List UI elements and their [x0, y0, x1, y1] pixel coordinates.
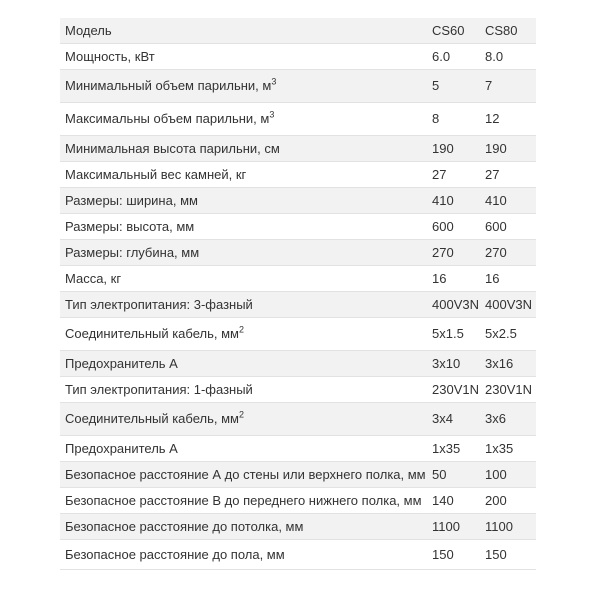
cs80-value: 5x2.5: [483, 318, 536, 351]
cs60-value: 190: [430, 136, 483, 162]
cs80-value: 100: [483, 462, 536, 488]
spec-table: [60, 18, 536, 570]
row-label: Соединительный кабель, $мм^2$: [60, 403, 430, 436]
header-cell-model: Модель: [60, 18, 430, 44]
row-label: Размеры: глубина, мм: [60, 240, 430, 266]
table-row: [60, 44, 536, 70]
table-row: [60, 162, 536, 188]
row-label: Предохранитель А: [60, 351, 430, 377]
cs60-value: 3x10: [430, 351, 483, 377]
cs60-value: 400V3N: [430, 292, 483, 318]
table-row: [60, 436, 536, 462]
row-label: Тип электропитания: 3-фазный: [60, 292, 430, 318]
cs60-value: 3x4: [430, 403, 483, 436]
row-label: Безопасное расстояние А до стены или верхнего полка, мм: [60, 462, 430, 488]
row-label: Безопасное расстояние до пола, мм: [60, 540, 430, 570]
cs80-value: 1100: [483, 514, 536, 540]
cs60-value: 1x35: [430, 436, 483, 462]
cs60-value: 5x1.5: [430, 318, 483, 351]
table-row: [60, 292, 536, 318]
cs60-value: 6.0: [430, 44, 483, 70]
cs80-value: 230V1N: [483, 377, 536, 403]
table-row: [60, 103, 536, 136]
cs80-value: 16: [483, 266, 536, 292]
row-label: Безопасное расстояние В до переднего нижнего полка, мм: [60, 488, 430, 514]
table-row: [60, 318, 536, 351]
table-row: [60, 70, 536, 103]
cs60-value: 270: [430, 240, 483, 266]
row-label: Масса, кг: [60, 266, 430, 292]
table-row: [60, 540, 536, 570]
row-label: Соединительный кабель, $мм^2$: [60, 318, 430, 351]
row-label: Размеры: ширина, мм: [60, 188, 430, 214]
cs60-value: 8: [430, 103, 483, 136]
cs80-value: 8.0: [483, 44, 536, 70]
cs80-value: 400V3N: [483, 292, 536, 318]
table-row: [60, 188, 536, 214]
cs80-value: 600: [483, 214, 536, 240]
table-row: [60, 488, 536, 514]
cs80-value: 150: [483, 540, 536, 570]
row-label: Безопасное расстояние до потолка, мм: [60, 514, 430, 540]
cs80-value: 190: [483, 136, 536, 162]
table-row: [60, 377, 536, 403]
table-row: [60, 136, 536, 162]
cs80-value: 410: [483, 188, 536, 214]
table-row: [60, 266, 536, 292]
table-header-row: [60, 18, 536, 44]
row-label: Тип электропитания: 1-фазный: [60, 377, 430, 403]
row-label: Размеры: высота, мм: [60, 214, 430, 240]
cs60-value: 230V1N: [430, 377, 483, 403]
table-row: [60, 514, 536, 540]
row-label: Предохранитель А: [60, 436, 430, 462]
cs60-value: 5: [430, 70, 483, 103]
superscript: 3: [269, 109, 275, 120]
row-label: Мощность, кВт: [60, 44, 430, 70]
cs60-value: 150: [430, 540, 483, 570]
cs60-value: 600: [430, 214, 483, 240]
row-label: Максимальны объем парильни, $м^3$: [60, 103, 430, 136]
cs80-value: 27: [483, 162, 536, 188]
header-cell-cs80: CS80: [483, 18, 536, 44]
row-label: Минимальная высота парильни, см: [60, 136, 430, 162]
table-row: [60, 351, 536, 377]
cs80-value: 200: [483, 488, 536, 514]
row-label: Минимальный объем парильни, $м^3$: [60, 70, 430, 103]
cs80-value: 270: [483, 240, 536, 266]
cs60-value: 140: [430, 488, 483, 514]
cs80-value: 12: [483, 103, 536, 136]
cs60-value: 50: [430, 462, 483, 488]
table-row: [60, 214, 536, 240]
cs80-value: 3x16: [483, 351, 536, 377]
cs60-value: 27: [430, 162, 483, 188]
row-label: Максимальный вес камней, кг: [60, 162, 430, 188]
superscript: 2: [238, 324, 244, 335]
cs60-value: 16: [430, 266, 483, 292]
cs80-value: 1x35: [483, 436, 536, 462]
table-row: [60, 403, 536, 436]
cs80-value: 3x6: [483, 403, 536, 436]
table-row: [60, 240, 536, 266]
superscript: 2: [238, 409, 244, 420]
cs60-value: 1100: [430, 514, 483, 540]
header-cell-cs60: CS60: [430, 18, 483, 44]
cs60-value: 410: [430, 188, 483, 214]
superscript: 3: [271, 76, 277, 87]
table-row: [60, 462, 536, 488]
cs80-value: 7: [483, 70, 536, 103]
